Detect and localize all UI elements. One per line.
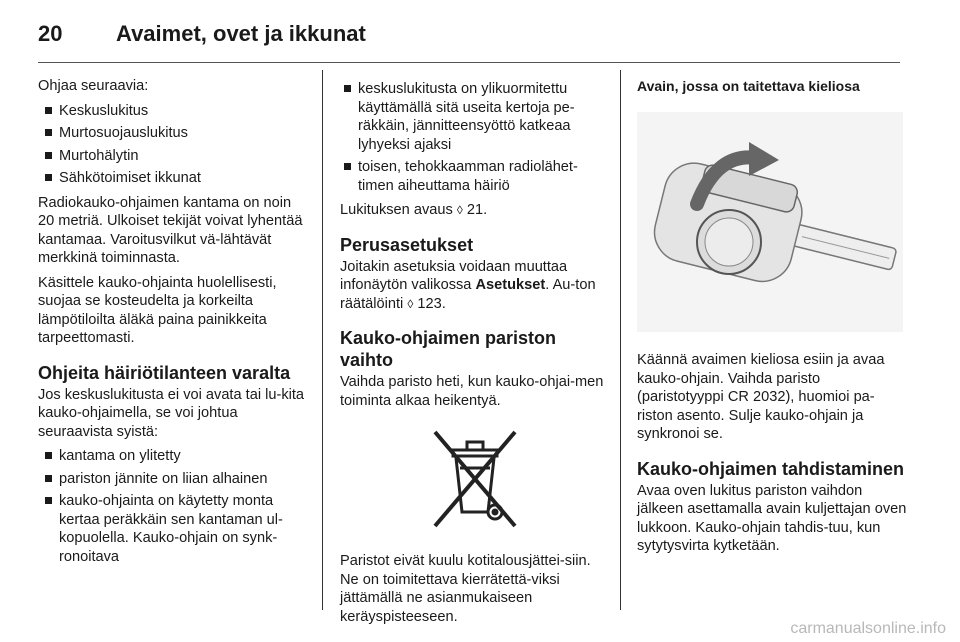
header-divider bbox=[38, 62, 900, 63]
range-paragraph: Radiokauko-ohjaimen kantama on noin 20 metriä. Ulkoiset tekijät voivat lyhentää kantamaa. Varoitusvilkut vä-lähtävät merkkinä toiminnasta. bbox=[38, 194, 303, 266]
page-header bbox=[38, 14, 366, 54]
unlock-reference: Lukituksen avaus ◊ 21. bbox=[340, 202, 488, 218]
basic-settings-paragraph: Joitakin asetuksia voidaan muuttaa infonäytön valikossa Asetukset. Au-ton räätälöinti ◊ 123. bbox=[340, 258, 596, 312]
recycle-bin-figure bbox=[340, 428, 610, 530]
column-divider-1 bbox=[322, 70, 323, 610]
causes-list bbox=[38, 447, 310, 566]
reference-arrow-icon: ◊ bbox=[407, 296, 414, 311]
basic-settings-heading: Perusasetukset bbox=[340, 234, 474, 255]
list-item: Murtosuojauslukitus bbox=[41, 124, 310, 143]
intro-text: Ohjaa seuraavia: bbox=[38, 78, 149, 94]
list-item: Murtohälytin bbox=[41, 147, 310, 166]
list-item: kantama on ylitetty bbox=[41, 447, 310, 466]
battery-heading: Kauko-ohjaimen pariston vaihto bbox=[340, 328, 557, 370]
battery-paragraph: Vaihda paristo heti, kun kauko-ohjai-men toiminta alkaa heikentyä. bbox=[340, 374, 604, 409]
page-number: 20 bbox=[38, 21, 63, 46]
watermark: carmanualsonline.info bbox=[790, 620, 946, 637]
list-item: Keskuslukitus bbox=[41, 102, 310, 121]
key-instructions-paragraph: Käännä avaimen kieliosa esiin ja avaa kauko-ohjain. Vaihda paristo (paristotyyppi CR 2032), huomioi pa-riston asento. Sulje kauko-ohjain ja synkronoi se. bbox=[637, 352, 885, 442]
list-item: keskuslukitusta on ylikuormitettu käyttämällä sitä useita kertoja pe-räkkäin, jännitteensyöttö katkeaa lyhyeksi ajaksi bbox=[340, 80, 610, 154]
care-paragraph: Käsittele kauko-ohjainta huolellisesti, suojaa se kosteudelta ja korkeilta lämpötiloilta äläkä paina painikkeita tarpeettomasti. bbox=[38, 274, 277, 346]
list-item: kauko-ohjainta on käytetty monta kertaa peräkkäin sen kantaman ul-kopuolella. Kauko-ohjain on synk-ronoitava bbox=[41, 492, 310, 566]
figure-caption: Avain, jossa on taitettava kieliosa bbox=[637, 78, 860, 94]
disposal-paragraph: Paristot eivät kuulu kotitalousjättei-siin. Ne on toimitettava kierrätettä-viksi jättämällä ne asianmukaiseen keräyspisteeseen. bbox=[340, 553, 591, 625]
column-2 bbox=[340, 77, 610, 632]
fault-heading: Ohjeita häiriötilanteen varalta bbox=[38, 362, 291, 383]
column-divider-2 bbox=[620, 70, 621, 610]
controls-list bbox=[38, 102, 310, 188]
fault-paragraph: Jos keskuslukitusta ei voi avata tai lu-kita kauko-ohjaimella, se voi johtua seuraavista syistä: bbox=[38, 386, 305, 440]
causes-list-continued bbox=[340, 80, 610, 195]
page-title: Avaimet, ovet ja ikkunat bbox=[116, 21, 366, 46]
crossed-bin-icon bbox=[427, 428, 523, 530]
key-battery-figure bbox=[637, 112, 903, 332]
list-item: Sähkötoimiset ikkunat bbox=[41, 169, 310, 188]
settings-menu-name: Asetukset bbox=[475, 277, 546, 293]
column-1 bbox=[38, 77, 310, 572]
list-item: pariston jännite on liian alhainen bbox=[41, 470, 310, 489]
sync-heading: Kauko-ohjaimen tahdistaminen bbox=[637, 458, 905, 479]
sync-paragraph: Avaa oven lukitus pariston vaihdon jälkeen asettamalla avain kuljettajan oven lukkoon. Kauko-ohjain tahdis-tuu, kun sytytysvirta kytketään. bbox=[637, 482, 907, 554]
reference-arrow-icon: ◊ bbox=[456, 203, 463, 217]
column-3 bbox=[637, 77, 907, 562]
list-item: toisen, tehokkaamman radiolähet-timen aiheuttama häiriö bbox=[340, 158, 610, 195]
